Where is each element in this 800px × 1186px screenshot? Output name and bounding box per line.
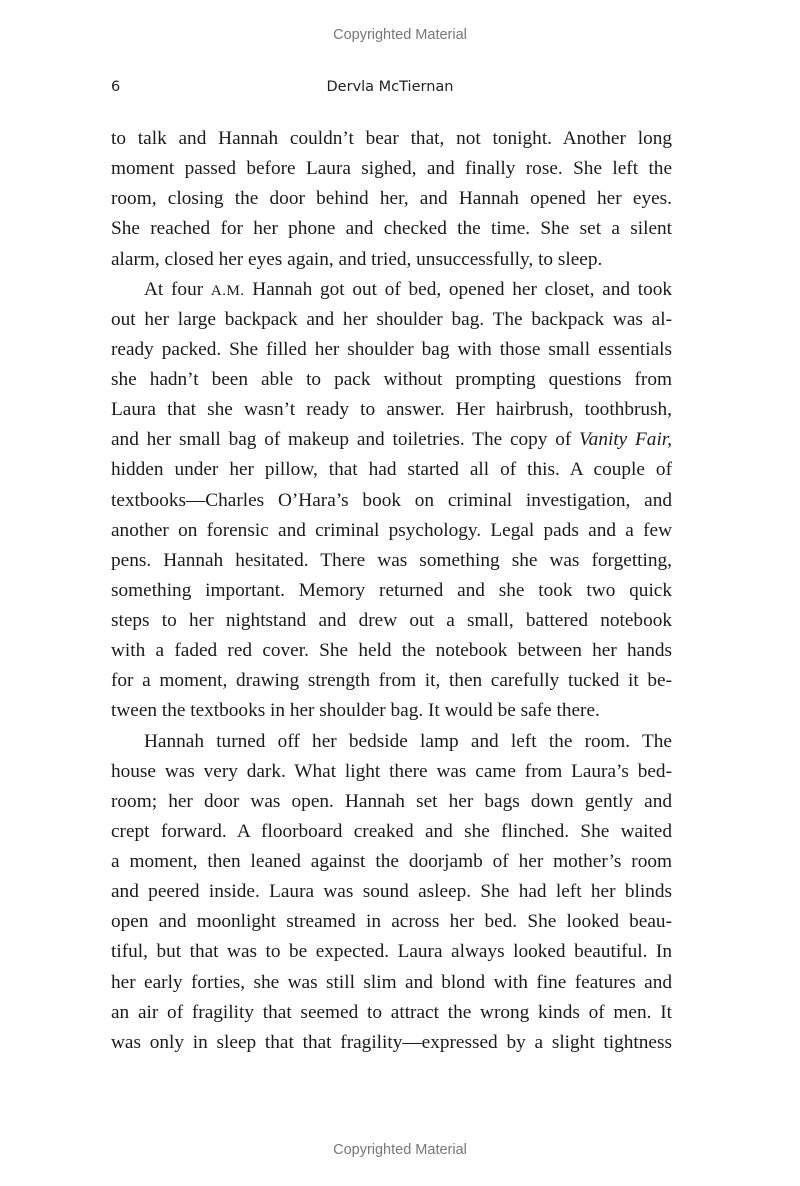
page-number: 6 bbox=[111, 79, 121, 95]
text-segment: She reached for her phone and checked the time. She set a silent bbox=[111, 218, 672, 240]
text-segment: was only in sleep that that fragility—expressed by a slight tightness bbox=[111, 1031, 672, 1053]
text-line bbox=[111, 305, 672, 335]
text-line bbox=[111, 486, 672, 516]
text-segment: her early forties, she was still slim and blond with fine features and bbox=[111, 971, 672, 993]
text-line bbox=[111, 907, 672, 937]
text-segment: an air of fragility that seemed to attract the wrong kinds of men. It bbox=[111, 1001, 672, 1023]
text-segment: tiful, but that was to be expected. Laura always looked beautiful. In bbox=[111, 941, 672, 963]
text-line bbox=[111, 365, 672, 395]
text-segment: ready packed. She filled her shoulder bag with those small essentials bbox=[111, 338, 672, 360]
text-line bbox=[111, 968, 672, 998]
text-line bbox=[111, 757, 672, 787]
text-segment: textbooks—Charles O’Hara’s book on criminal investigation, and bbox=[111, 489, 672, 511]
text-segment: alarm, closed her eyes again, and tried, unsuccessfully, to sleep. bbox=[111, 248, 603, 270]
text-line bbox=[111, 666, 672, 696]
text-line bbox=[111, 787, 672, 817]
text-line bbox=[111, 214, 672, 244]
text-segment: crept forward. A floorboard creaked and she flinched. She waited bbox=[111, 820, 672, 842]
copyright-watermark-bottom: Copyrighted Material bbox=[333, 1142, 467, 1158]
text-line bbox=[111, 335, 672, 365]
text-segment: room; her door was open. Hannah set her bags down gently and bbox=[111, 790, 672, 812]
text-segment: and her small bag of makeup and toiletries. The copy of bbox=[111, 429, 580, 451]
text-line bbox=[111, 696, 672, 726]
text-segment: another on forensic and criminal psychology. Legal pads and a few bbox=[111, 519, 672, 541]
text-line bbox=[111, 576, 672, 606]
text-segment: a moment, then leaned against the doorjamb of her mother’s room bbox=[111, 851, 672, 872]
text-segment: she hadn’t been able to pack without prompting questions from bbox=[111, 369, 672, 390]
text-line bbox=[111, 425, 672, 455]
running-head-author: Dervla McTiernan bbox=[326, 79, 454, 95]
text-segment: moment passed before Laura sighed, and finally rose. She left the bbox=[111, 158, 672, 180]
text-segment: hidden under her pillow, that had started all of this. A couple of bbox=[111, 459, 672, 481]
text-segment: Laura that she wasn’t ready to answer. Her hairbrush, toothbrush, bbox=[111, 399, 672, 421]
text-line bbox=[111, 727, 672, 757]
text-line bbox=[111, 275, 672, 305]
text-line bbox=[111, 937, 672, 967]
text-line bbox=[111, 877, 672, 907]
text-segment: room, closing the door behind her, and Hannah opened her eyes. bbox=[111, 188, 672, 210]
text-segment: Hannah turned off her bedside lamp and left the room. The bbox=[144, 730, 672, 752]
text-line bbox=[111, 455, 672, 485]
text-segment: steps to her nightstand and drew out a small, battered notebook bbox=[111, 610, 672, 631]
text-line bbox=[111, 184, 672, 214]
text-line bbox=[111, 606, 672, 636]
text-segment: pens. Hannah hesitated. There was something she was forgetting, bbox=[111, 549, 672, 571]
small-caps-text: A.M. bbox=[210, 282, 245, 299]
text-line bbox=[111, 546, 672, 576]
text-segment: and peered inside. Laura was sound asleep. She had left her blinds bbox=[111, 881, 672, 903]
text-segment: with a faded red cover. She held the notebook between her hands bbox=[111, 640, 672, 662]
text-line bbox=[111, 154, 672, 184]
text-segment: open and moonlight streamed in across her bed. She looked beau- bbox=[111, 911, 672, 933]
text-line bbox=[111, 1028, 672, 1058]
text-line bbox=[111, 817, 672, 847]
text-line bbox=[111, 847, 672, 877]
text-line bbox=[111, 245, 672, 275]
text-segment: out her large backpack and her shoulder bag. The backpack was al- bbox=[111, 308, 672, 330]
text-segment: Hannah got out of bed, opened her closet, and took bbox=[244, 278, 673, 300]
text-segment: At four bbox=[144, 278, 211, 300]
text-segment: tween the textbooks in her shoulder bag. It would be safe there. bbox=[111, 700, 600, 722]
text-line bbox=[111, 124, 672, 154]
copyright-watermark-top: Copyrighted Material bbox=[333, 27, 467, 43]
text-line bbox=[111, 636, 672, 666]
text-segment: for a moment, drawing strength from it, then carefully tucked it be- bbox=[111, 670, 672, 692]
text-segment: to talk and Hannah couldn’t bear that, not tonight. Another long bbox=[111, 128, 672, 149]
text-segment: something important. Memory returned and she took two quick bbox=[111, 579, 672, 601]
text-line bbox=[111, 998, 672, 1028]
text-line bbox=[111, 516, 672, 546]
italic-title: Vanity Fair, bbox=[579, 429, 672, 451]
body-text bbox=[111, 124, 672, 1058]
text-segment: house was very dark. What light there was came from Laura’s bed- bbox=[111, 760, 672, 782]
text-line bbox=[111, 395, 672, 425]
